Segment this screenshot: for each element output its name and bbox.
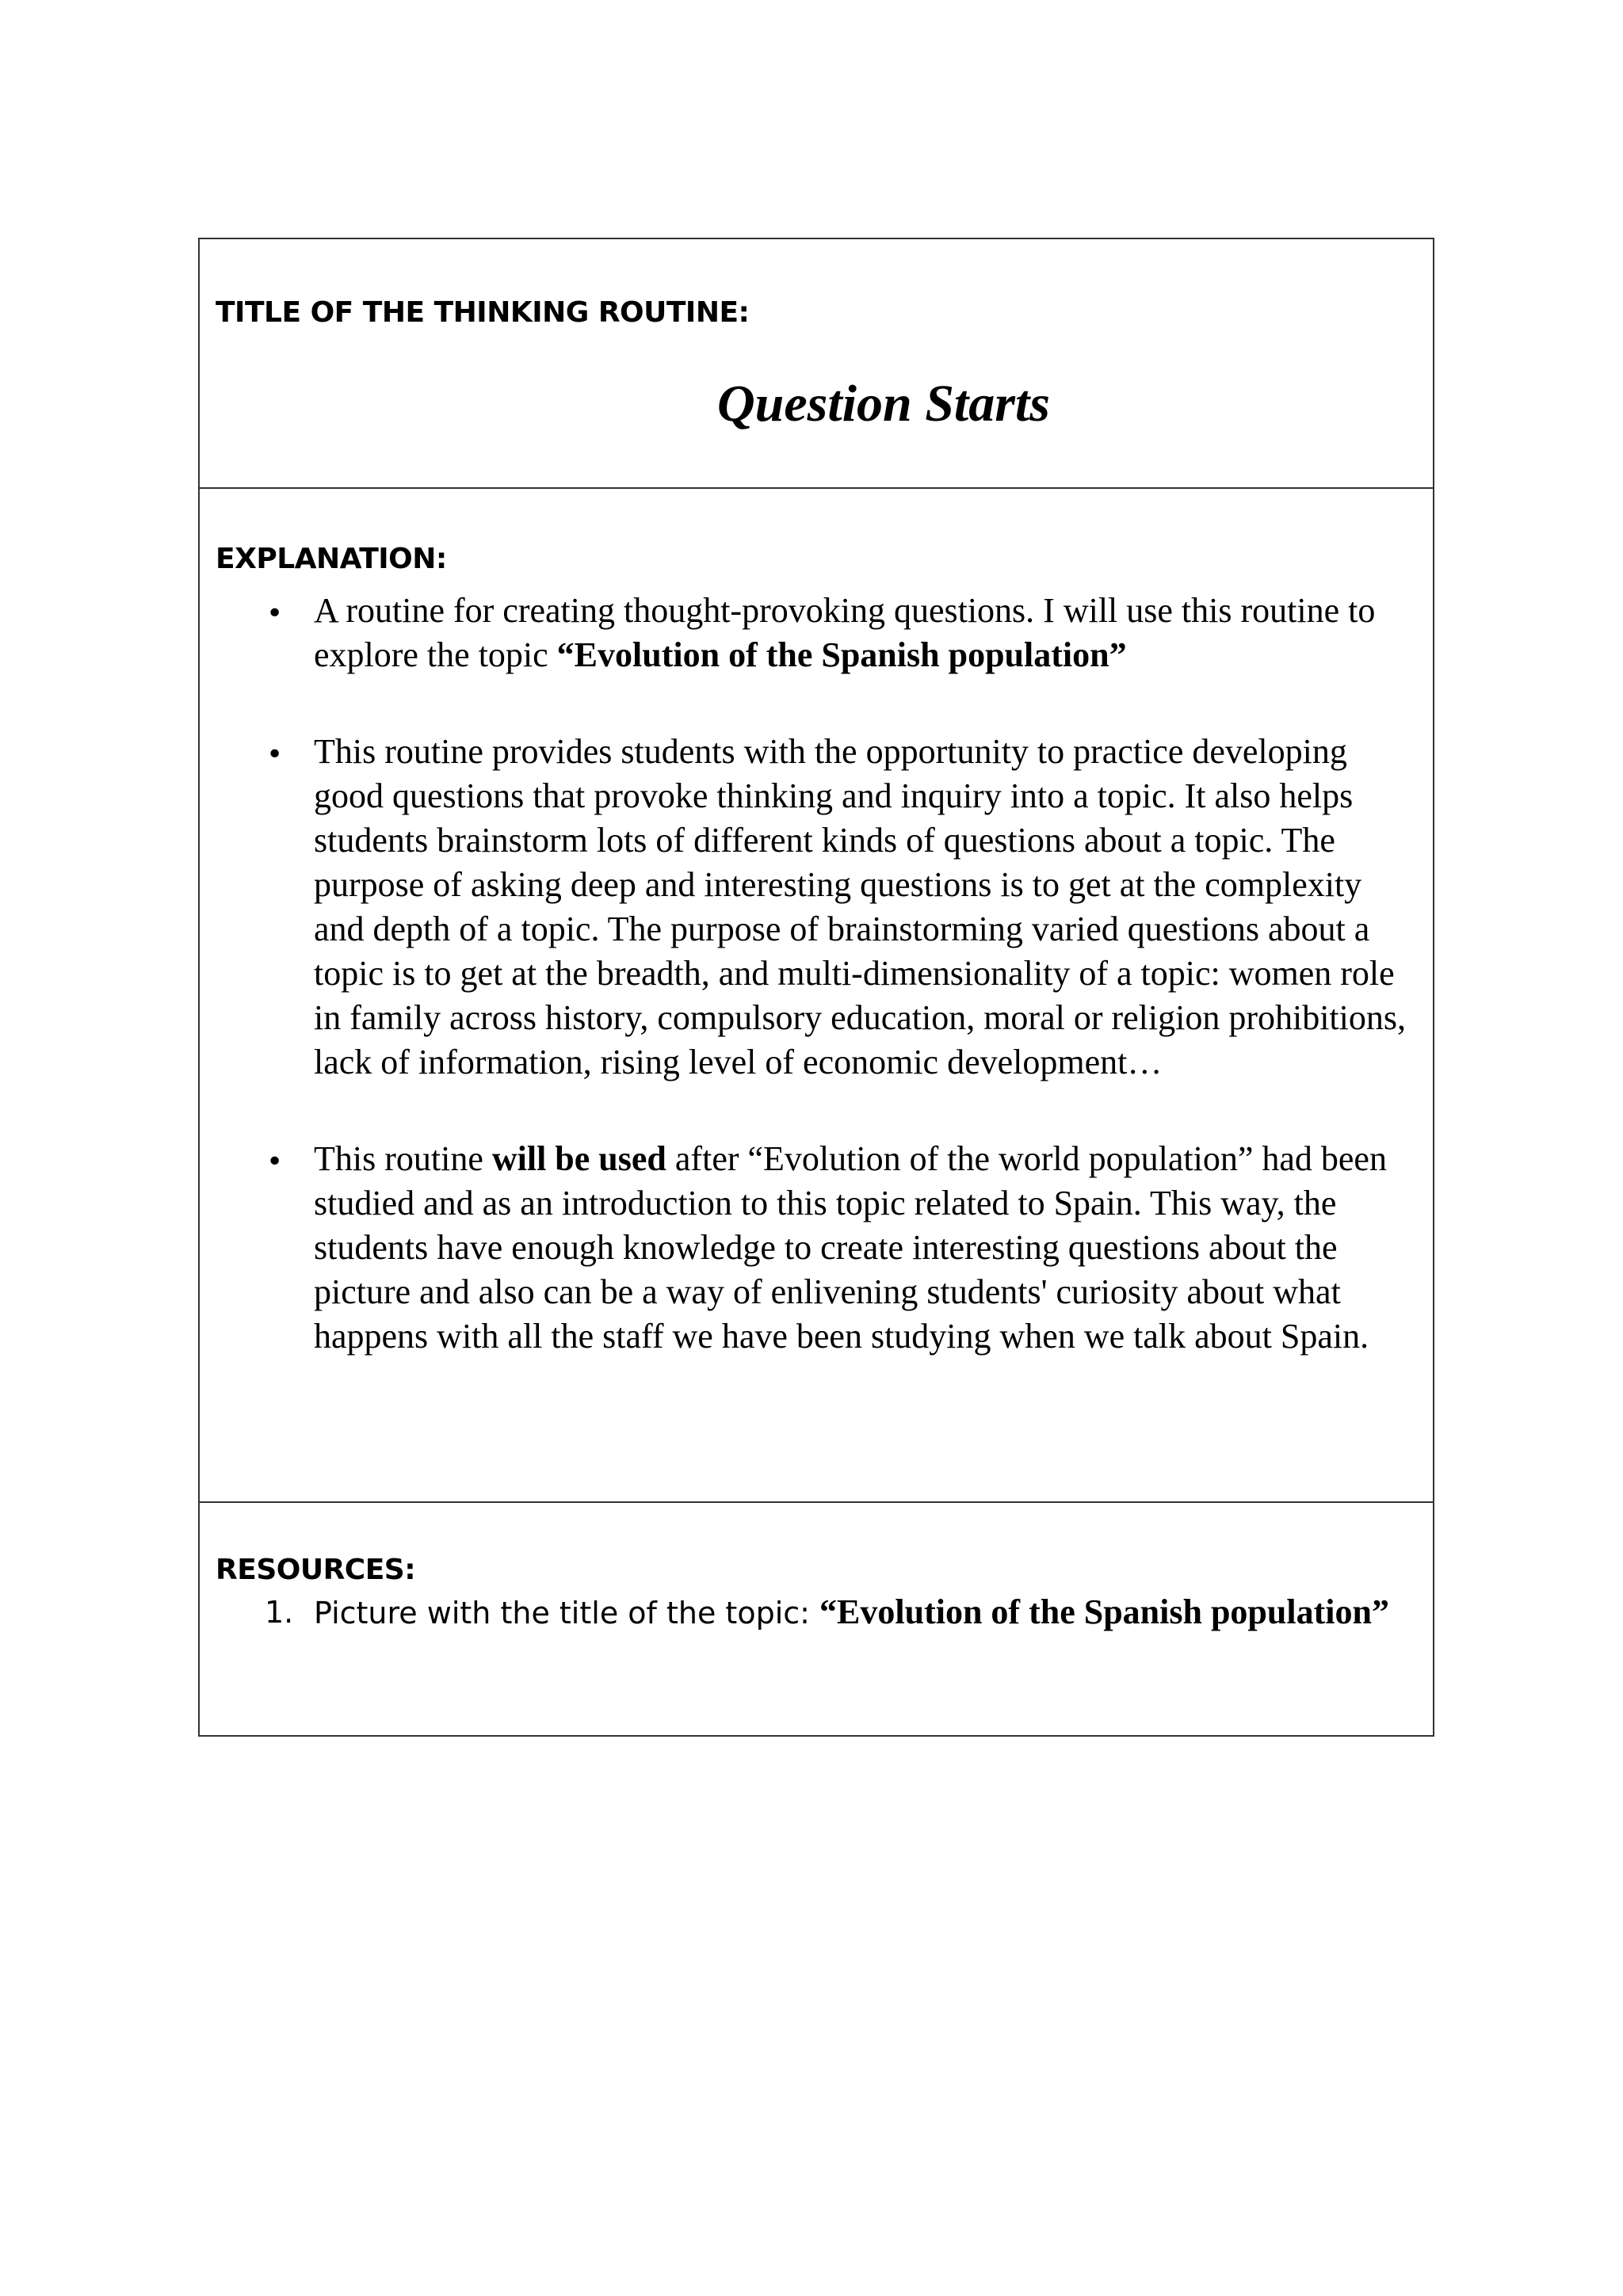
bullet-2-text: This routine provides students with the opportunity to practice developing good questions that provoke thinking and inquiry into a topic. It also helps students brainstorm lots of different kinds of questions about a topic. The purpose of asking deep and interesting questions is to get at the complexity and depth of a topic. The purpose of brainstorming varied questions about a topic is to get at the breadth, and multi-dimensionality of a topic: women role in family across history, compulsory education, moral or religion prohibitions, lack of information, rising level of economic development… bbox=[314, 732, 1407, 1081]
resource-item-title: “Evolution of the Spanish population” bbox=[819, 1592, 1389, 1631]
routine-name: Question Starts bbox=[717, 375, 1050, 433]
bullet-1-text: A routine for creating thought-provoking questions. I will use this routine to explore the topic bbox=[314, 591, 1376, 674]
explanation-list bbox=[200, 589, 1433, 1359]
resource-item-lead: Picture with the title of the topic: bbox=[314, 1596, 820, 1630]
explanation-bullet-2 bbox=[200, 730, 1433, 1085]
bullet-icon: • bbox=[266, 1146, 284, 1178]
bullet-icon: • bbox=[266, 738, 284, 771]
thinking-routine-table bbox=[198, 238, 1434, 1737]
bullet-3-after: after “Evolution of the world population” had been studied and as an introduction to this topic related to Spain. This way, the students have enough knowledge to create interesting questions about the picture and also can be a way of enlivening students' curiosity about what happens with all the staff we have been studying when we talk about Spain. bbox=[314, 1139, 1387, 1356]
bullet-3-emphasis: will be used bbox=[491, 1139, 666, 1178]
resource-item-1 bbox=[200, 1590, 1420, 1635]
resources-section bbox=[200, 1503, 1433, 1735]
resources-heading: RESOURCES: bbox=[216, 1554, 416, 1586]
bullet-icon: • bbox=[266, 597, 284, 630]
bullet-1-topic: “Evolution of the Spanish population” bbox=[556, 635, 1127, 674]
explanation-bullet-3 bbox=[200, 1137, 1433, 1359]
resource-item-number: 1. bbox=[265, 1595, 294, 1630]
explanation-heading: EXPLANATION: bbox=[216, 543, 447, 575]
bullet-3-before: This routine bbox=[314, 1139, 492, 1178]
explanation-section bbox=[200, 489, 1433, 1503]
title-heading: TITLE OF THE THINKING ROUTINE: bbox=[216, 296, 750, 329]
explanation-bullet-1 bbox=[200, 589, 1433, 677]
title-section bbox=[200, 239, 1433, 489]
